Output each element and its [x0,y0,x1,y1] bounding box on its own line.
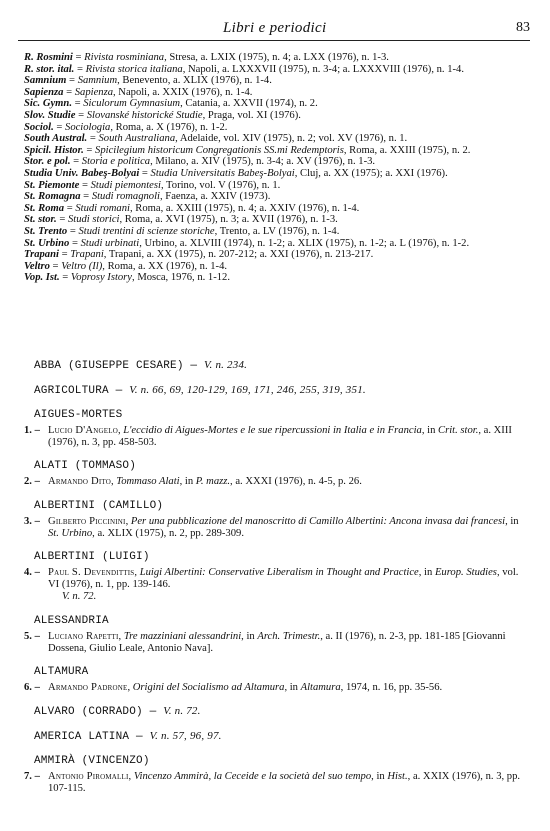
abbreviation-row: St. Roma = Studi romani, Roma, a. XXIII (1975), n. 4; a. XXIV (1976), n. 1-4. [24,202,360,214]
item-details: , a. XLIX (1975), n. 2, pp. 289-309. [92,527,244,539]
subject-heading-text: AIGUES-MORTES [34,409,123,421]
abbreviation-full-title: Studia Universitatis Babeş-Bolyai [150,167,295,179]
abbreviation-full-title: Slovanské historické Studie [86,109,203,121]
abbreviation-key: Trapani [24,249,59,261]
item-journal: Crit. stor. [438,425,479,436]
item-in: , in [505,515,519,527]
item-in: , in [284,682,301,694]
abbreviation-row: Samnium = Samnium, Benevento, a. XLIX (1976), n. 1-4. [24,75,272,87]
running-title: Libri e periodici [223,20,327,36]
abbreviation-full-title: Storia e politica [81,156,151,168]
bibliography-item: 6. – Armando Padrone, Origini del Socialismo ad Altamura, in Altamura, 1974, n. 16, pp. 35-56. [24,682,443,694]
item-details: , 1974, n. 16, pp. 35-56. [340,682,443,694]
abbreviation-key: St. Roma [24,202,65,214]
abbreviation-details: , Cluj, a. XX (1975); a. XXI (1976). [294,167,448,179]
item-details: , a. XXIX (1976), n. 3, pp. 107-115. [48,771,521,795]
abbreviation-key: Veltro [24,260,50,272]
abbreviation-full-title: Trapani [70,249,104,261]
abbreviation-row: Slov. Studie = Slovanské historické Studie, Praga, vol. XI (1976). [24,109,301,121]
abbreviation-full-title: Spicilegium historicum Congregationis SS.mi Redemptoris [95,144,344,156]
subject-heading [34,550,530,564]
item-in: , in [241,630,258,642]
abbreviation-full-title: Studi urbinati [80,237,140,249]
abbreviation-key: South Austral. [24,133,88,145]
abbreviation-details: , Praga, vol. XI (1976). [202,109,301,121]
abbreviation-details: , Roma, a. XXIII (1975), n. 4; a. XXIV (1976), n. 1-4. [129,202,360,214]
abbreviation-key: Sapienza [24,86,64,98]
subject-heading-text: AMMIRÀ (VINCENZO) [34,755,150,768]
abbreviation-key: St. Piemonte [24,179,80,191]
item-details: , a. XIII (1976), n. 3, pp. 458-503. [48,425,512,449]
abbreviation-key: Spicil. Histor. [24,144,84,156]
abbreviation-details: , Mosca, 1976, n. 1-12. [132,272,230,284]
item-number: 1. – [24,425,40,436]
subject-heading [34,665,530,679]
abbreviation-key: Vop. Ist. [24,272,60,284]
bibliography-item: 2. – Armando Dito, Tommaso Alati, in P. mazz., a. XXXI (1976), n. 4-5, p. 26. [24,476,362,488]
bibliography-item: 4. – Paul S. Devendittis, Luigi Albertini: Conservative Liberalism in Thought and Practice, in Europ. Studies, vol. VI (1976), n. 1, pp. 139-146. V. n. 72. [24,567,530,604]
item-number: 2. – [24,476,40,488]
item-journal: Hist. [387,771,408,783]
item-journal: St. Urbino [48,527,93,539]
abbreviation-details: , Roma, a. XX (1976), n. 1-4. [102,260,228,272]
abbreviation-details: , Napoli, a. XXIX (1976), n. 1-4. [113,86,253,98]
subject-heading-text: AMERICA LATINA — [34,731,143,744]
abbreviation-full-title: Studi romani [75,202,130,214]
item-journal: Europ. Studies [434,567,497,579]
abbreviation-full-title: Sociologia [65,121,111,133]
abbreviation-row: Trapani = Trapani, Trapani, a. XX (1975), n. 207-212; a. XXI (1976), n. 213-217. [24,249,374,261]
item-title: Vincenzo Ammirà, la Ceceide e la società del suo tempo [133,771,372,783]
abbreviation-key: R. Rosmini [24,52,73,63]
abbreviation-key: R. stor. ital. [24,63,75,75]
abbreviation-full-title: Siculorum Gymnasium [83,98,181,110]
subject-heading-text: AGRICOLTURA — [34,385,123,397]
subject-heading [34,704,530,719]
bibliography-item: 1. – Lucio D'Angelo, L'eccidio di Aigues-Mortes e le sue ripercussioni in Italia e in Francia, in Crit. stor., a. XIII (1976), n. 3, pp. 458-503. [24,425,512,449]
subject-heading [34,729,530,744]
item-journal: Arch. Trimestr. [257,630,321,642]
abbreviation-row: St. Trento = Studi trentini di scienze storiche, Trento, a. LV (1976), n. 1-4. [24,225,340,237]
abbreviation-key: St. Romagna [24,191,81,203]
subject-heading-text: ALESSANDRIA [34,614,109,627]
subject-heading-text: ALVARO (CORRADO) — [34,706,157,719]
item-number: 6. – [24,682,40,694]
abbreviation-full-title: Veltro (Il) [61,260,103,272]
abbreviation-details: , Catania, a. XXVII (1974), n. 2. [180,98,318,110]
cross-reference: V. n. 72. [163,705,201,718]
abbreviation-full-title: Samnium [77,75,118,87]
bibliography-item: 3. – Gilberto Piccinini, Per una pubblicazione del manoscritto di Camillo Albertini: Ancona invasa dai francesi, in St. Urbino, a. XLIX (1975), n. 2, pp. 289-309. [24,515,519,539]
abbreviation-full-title: Sapienza [74,86,113,98]
subject-heading [34,754,530,768]
abbreviation-details: , Stresa, a. LXIX (1975), n. 4; a. LXX (1976), n. 1-3. [164,52,389,63]
item-author: Lucio D'Angelo [48,425,118,436]
abbreviation-details: , Benevento, a. XLIX (1976), n. 1-4. [117,75,272,87]
cross-reference: V. n. 57, 96, 97. [149,730,222,743]
cross-reference: V. n. 72. [62,591,97,603]
abbreviation-row: Vop. Ist. = Voprosy Istory, Mosca, 1976, n. 1-12. [24,272,230,284]
abbreviation-key: Studia Univ. Babeş-Bolyai [24,167,140,179]
abbreviation-details: , Trento, a. LV (1976), n. 1-4. [214,225,340,237]
item-number: 5. – [24,630,40,642]
item-author: Luciano Rapetti [48,630,119,642]
abbreviation-key: Sic. Gymn. [24,98,72,110]
abbreviation-details: , Roma, a. X (1976), n. 1-2. [110,121,228,133]
item-in: , in [418,567,435,579]
item-author: Armando Dito [48,476,111,488]
subject-heading-text: ALTAMURA [34,666,89,679]
abbreviation-row: R. stor. ital. = Rivista storica italiana, Napoli, a. LXXXVII (1975), n. 3-4; a. LXXXVIII (1976), n. 1-4. [24,63,464,75]
subject-heading-text: ALATI (TOMMASO) [34,460,137,473]
bibliography-entries [24,348,530,796]
abbreviation-details: , Roma, a. XVI (1975), n. 3; a. XVII (1976), n. 1-3. [119,214,338,226]
abbreviation-row: St. Urbino = Studi urbinati, Urbino, a. XLVIII (1974), n. 1-2; a. XLIX (1975), n. 1-2; a. L (1976), n. 1-2. [24,237,470,249]
abbreviation-full-title: Rivista rosminiana [84,52,165,63]
item-author: Paul S. Devendittis [48,567,135,579]
item-author: Antonio Piromalli [48,771,129,783]
item-author: Armando Padrone [48,682,128,694]
item-title: L'eccidio di Aigues-Mortes e le sue ripercussioni in Italia e in Francia [123,425,422,436]
abbreviation-full-title: Studi storici [67,214,120,226]
item-details: , vol. VI (1976), n. 1, pp. 139-146. [48,567,519,591]
abbreviation-row: Sic. Gymn. = Siculorum Gymnasium, Catania, a. XXVII (1974), n. 2. [24,98,318,110]
abbreviation-details: , Napoli, a. LXXXVII (1975), n. 3-4; a. LXXXVIII (1976), n. 1-4. [182,63,464,75]
item-number: 3. – [24,515,40,527]
abbreviation-details: , Torino, vol. V (1976), n. 1. [160,179,281,191]
abbreviation-details: , Adelaide, vol. XIV (1975), n. 2; vol. XV (1976), n. 1. [175,133,408,145]
abbreviation-full-title: Rivista storica italiana [85,63,183,75]
abbreviation-key: Samnium [24,75,67,87]
item-title: Tre mazziniani alessandrini [123,630,242,642]
abbreviation-full-title: Studi romagnoli [91,191,160,203]
abbreviation-details: , Milano, a. XIV (1975), n. 3-4; a. XV (1976), n. 1-3. [150,156,376,168]
item-in: , in [421,425,439,436]
abbreviation-list [24,52,530,284]
item-title: Luigi Albertini: Conservative Liberalism in Thought and Practice [139,567,419,579]
abbreviation-full-title: Voprosy Istory [70,272,133,284]
subject-heading [34,408,530,422]
abbreviation-row: Spicil. Histor. = Spicilegium historicum Congregationis SS.mi Redemptoris, Roma, a. XXIII (1975), n. 2. [24,144,471,156]
abbreviation-key: Stor. e pol. [24,156,71,168]
abbreviation-row: St. Romagna = Studi romagnoli, Faenza, a. XXIV (1973). [24,191,271,203]
subject-heading-text: ALBERTINI (CAMILLO) [34,499,164,512]
cross-reference: V. n. 66, 69, 120-129, 169, 171, 246, 255, 319, 351. [129,384,366,396]
subject-heading-text: ALBERTINI (LUIGI) [34,551,150,564]
item-title: Tommaso Alati [116,476,180,488]
abbreviation-details: , Roma, a. XXIII (1975), n. 2. [343,144,471,156]
bibliography-item: 7. – Antonio Piromalli, Vincenzo Ammirà, la Ceceide e la società del suo tempo, in Hist., a. XXIX (1976), n. 3, pp. 107-115. [24,771,521,795]
subject-heading [34,499,530,513]
item-in: , in [371,771,388,783]
abbreviation-row: Sapienza = Sapienza, Napoli, a. XXIX (1976), n. 1-4. [24,86,253,98]
bibliography-item: 5. – Luciano Rapetti, Tre mazziniani alessandrini, in Arch. Trimestr., a. II (1976), n. 2-3, pp. 181-185 [Giovanni Dossena, Giulio Leale, Antonio Nava]. [24,630,506,654]
abbreviation-row: R. Rosmini = Rivista rosminiana, Stresa, a. LXIX (1975), n. 4; a. LXX (1976), n. 1-3. [24,52,389,63]
abbreviation-row: Studia Univ. Babeş-Bolyai = Studia Universitatis Babeş-Bolyai, Cluj, a. XX (1975); a. XXI (1976). [24,167,448,179]
abbreviation-row: South Austral. = South Australiana, Adelaide, vol. XIV (1975), n. 2; vol. XV (1976), n. 1. [24,133,408,145]
subject-heading-text: ABBA (GIUSEPPE CESARE) — [34,360,198,372]
running-head [18,20,530,41]
item-details: , a. XXXI (1976), n. 4-5, p. 26. [230,476,362,488]
item-number: 4. – [24,567,40,579]
abbreviation-row: St. stor. = Studi storici, Roma, a. XVI (1975), n. 3; a. XVII (1976), n. 1-3. [24,214,338,226]
abbreviation-details: , Trapani, a. XX (1975), n. 207-212; a. XXI (1976), n. 213-217. [103,249,374,261]
subject-heading [34,383,530,398]
item-journal: Altamura [300,682,341,694]
abbreviation-row: Veltro = Veltro (Il), Roma, a. XX (1976), n. 1-4. [24,260,228,272]
subject-heading [34,459,530,473]
item-title: Origini del Socialismo ad Altamura [132,682,285,694]
subject-heading [34,358,530,373]
subject-heading [34,614,530,628]
abbreviation-key: St. stor. [24,214,57,226]
item-author: Gilberto Piccinini [48,515,126,527]
item-in: , in [179,476,196,488]
item-details: , a. II (1976), n. 2-3, pp. 181-185 [Giovanni Dossena, Giulio Leale, Antonio Nava]. [48,630,506,654]
abbreviation-details: , Faenza, a. XXIV (1973). [160,191,271,203]
item-title: Per una pubblicazione del manoscritto di Camillo Albertini: Ancona invasa dai francesi [130,515,506,527]
abbreviation-full-title: Studi piemontesi [90,179,161,191]
abbreviation-full-title: Studi trentini di scienze storiche [78,225,215,237]
abbreviation-row: Sociol. = Sociologia, Roma, a. X (1976), n. 1-2. [24,121,228,133]
abbreviation-key: St. Urbino [24,237,70,249]
abbreviation-key: Slov. Studie [24,109,76,121]
abbreviation-details: , Urbino, a. XLVIII (1974), n. 1-2; a. XLIX (1975), n. 1-2; a. L (1976), n. 1-2. [139,237,470,249]
item-journal: P. mazz. [195,476,231,488]
abbreviation-row: Stor. e pol. = Storia e politica, Milano, a. XIV (1975), n. 3-4; a. XV (1976), n. 1-3. [24,156,376,168]
abbreviation-key: Sociol. [24,121,54,133]
abbreviation-full-title: South Australiana [98,133,176,145]
page-number: 83 [516,20,530,35]
abbreviation-row: St. Piemonte = Studi piemontesi, Torino, vol. V (1976), n. 1. [24,179,281,191]
item-number: 7. – [24,771,40,783]
abbreviation-key: St. Trento [24,225,68,237]
cross-reference: V. n. 234. [204,359,248,371]
